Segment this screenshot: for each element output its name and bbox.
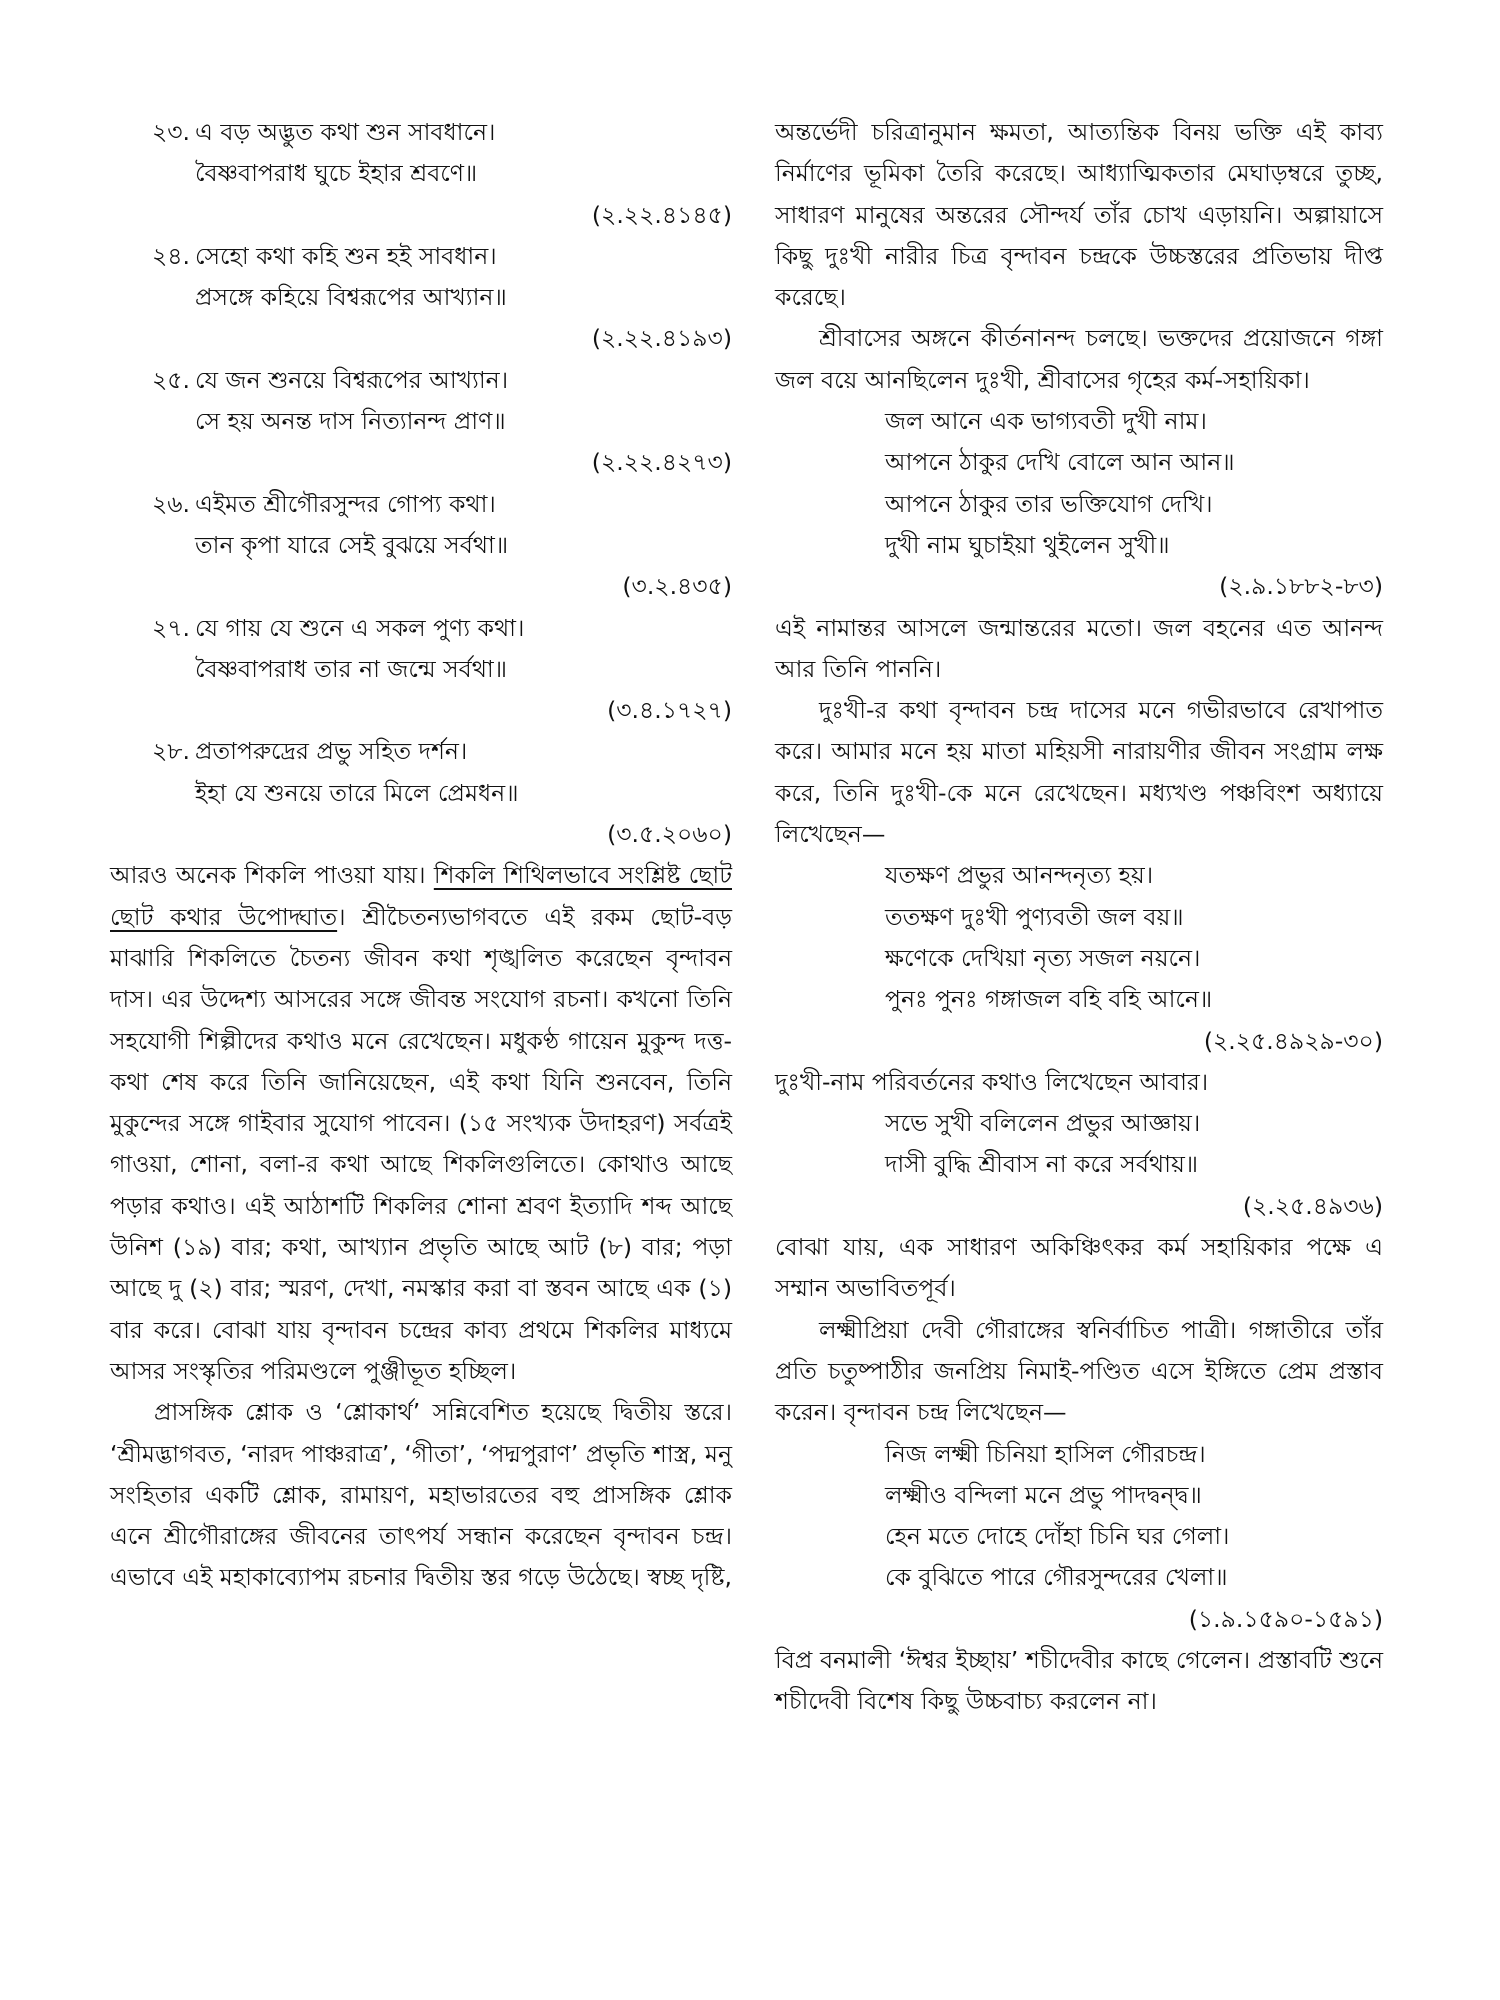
verse-citation: (২.২২.৪২৭৩) bbox=[591, 448, 732, 477]
verse-line: সভে সুখী বলিলেন প্রভুর আজ্ঞায়। bbox=[885, 1109, 1201, 1138]
verse-26 bbox=[110, 484, 732, 608]
body-paragraph: বোঝা যায়, এক সাধারণ অকিঞ্চিৎকর কর্ম সহায়িকার পক্ষে এ সম্মান অভাবিতপূর্ব। bbox=[775, 1233, 1383, 1303]
verse-line: যে গায় যে শুনে এ সকল পুণ্য কথা। bbox=[195, 613, 525, 642]
verse-line: পুনঃ পুনঃ গঙ্গাজল বহি বহি আনে॥ bbox=[885, 985, 1213, 1014]
verse-line: নিজ লক্ষ্মী চিনিয়া হাসিল গৌরচন্দ্র। bbox=[885, 1439, 1206, 1468]
verse-citation: (৩.২.৪৩৫) bbox=[622, 572, 732, 601]
verse-line: দাসী বুদ্ধি শ্রীবাস না করে সর্বথায়॥ bbox=[885, 1150, 1199, 1179]
verse-line: যতক্ষণ প্রভুর আনন্দনৃত্য হয়। bbox=[885, 861, 1154, 890]
verse-line: বৈষ্ণবাপরাধ তার না জন্মে সর্বথা॥ bbox=[195, 654, 508, 683]
body-paragraph: দুঃখী-র কথা বৃন্দাবন চন্দ্র দাসের মনে গভীরভাবে রেখাপাত করে। আমার মনে হয় মাতা মহিয়সী নারায়ণীর জীবন সংগ্রাম লক্ষ করে, তিনি দুঃখী-কে মনে রেখেছেন। মধ্যখণ্ড পঞ্চবিংশ অধ্যায়ে লিখেছেন— bbox=[775, 696, 1383, 849]
verse-quote bbox=[775, 1103, 1383, 1186]
verse-citation: (২.২৫.৪৯৩৬) bbox=[1242, 1191, 1383, 1220]
verse-quote bbox=[775, 855, 1383, 1020]
body-paragraph: প্রাসঙ্গিক শ্লোক ও ‘শ্লোকার্থ’ সন্নিবেশিত হয়েছে দ্বিতীয় স্তরে। ‘শ্রীমদ্ভাগবত, ‘নারদ পাঞ্চরাত্র’, ‘গীতা’, ‘পদ্মপুরাণ’ প্রভৃতি শাস্ত্র, মনু সংহিতার একটি শ্লোক, রামায়ণ, মহাভারতের বহু প্রাসঙ্গিক শ্লোক এনে শ্রীগৌরাঙ্গের জীবনের তাৎপর্য সন্ধান করেছেন বৃন্দাবন চন্দ্র। এভাবে এই মহাকাব্যোপম রচনার দ্বিতীয় স্তর গড়ে উঠেছে। স্বচ্ছ দৃষ্টি, bbox=[110, 1398, 732, 1592]
verse-line: জল আনে এক ভাগ্যবতী দুখী নাম। bbox=[885, 407, 1207, 436]
verse-line: প্রসঙ্গে কহিয়ে বিশ্বরূপের আখ্যান॥ bbox=[195, 283, 507, 312]
verse-28 bbox=[110, 731, 732, 855]
verse-citation: (১.৯.১৫৯০-১৫৯১) bbox=[1188, 1604, 1383, 1633]
verse-number: ২৩. bbox=[152, 118, 191, 146]
verse-number: ২৫. bbox=[152, 365, 190, 394]
verse-citation: (৩.৪.১৭২৭) bbox=[607, 696, 732, 725]
verse-line: ক্ষণেকে দেখিয়া নৃত্য সজল নয়নে। bbox=[885, 943, 1201, 972]
verse-line: হেন মতে দোহে দোঁহা চিনি ঘর গেলা। bbox=[885, 1522, 1230, 1551]
verse-quote bbox=[775, 401, 1383, 566]
verse-line: ততক্ষণ দুঃখী পুণ্যবতী জল বয়॥ bbox=[885, 902, 1184, 931]
verse-line: লক্ষ্মীও বন্দিলা মনে প্রভু পাদদ্বন্দ্ব॥ bbox=[885, 1480, 1202, 1509]
verse-line: যে জন শুনয়ে বিশ্বরূপের আখ্যান। bbox=[195, 365, 509, 394]
verse-line: আপনে ঠাকুর তার ভক্তিযোগ দেখি। bbox=[885, 489, 1213, 518]
body-paragraph: দুঃখী-নাম পরিবর্তনের কথাও লিখেছেন আবার। bbox=[775, 1067, 1209, 1096]
verse-number: ২৬. bbox=[152, 489, 191, 518]
verse-27 bbox=[110, 608, 732, 732]
verse-line: কে বুঝিতে পারে গৌরসুন্দরের খেলা॥ bbox=[885, 1563, 1228, 1592]
underlined-text: শিকলি শিথিলভাবে সংশ্লিষ্ট ছোট ছোট কথার উপোদ্ঘাত bbox=[110, 861, 732, 931]
verse-citation: (৩.৫.২০৬০) bbox=[607, 820, 732, 849]
verse-line: সেহো কথা কহি শুন হই সাবধান। bbox=[195, 241, 497, 270]
verse-line: এইমত শ্রীগৌরসুন্দর গোপ্য কথা। bbox=[195, 489, 496, 518]
verse-line: সে হয় অনন্ত দাস নিত্যানন্দ প্রাণ॥ bbox=[195, 407, 506, 436]
right-column bbox=[775, 112, 1383, 1723]
verse-citation: (২.২২.৪১৯৩) bbox=[591, 324, 732, 353]
verse-23 bbox=[110, 112, 732, 236]
verse-line: প্রতাপরুদ্রের প্রভু সহিত দর্শন। bbox=[195, 737, 468, 766]
body-paragraph: শ্রীবাসের অঙ্গনে কীর্তনানন্দ চলছে। ভক্তদের প্রয়োজনে গঙ্গা জল বয়ে আনছিলেন দুঃখী, শ্রীবাসের গৃহের কর্ম-সহায়িকা। bbox=[775, 324, 1383, 394]
verse-line: দুখী নাম ঘুচাইয়া থুইলেন সুখী॥ bbox=[885, 530, 1170, 559]
body-paragraph: অন্তর্ভেদী চরিত্রানুমান ক্ষমতা, আত্যন্তিক বিনয় ভক্তি এই কাব্য নির্মাণের ভূমিকা তৈরি করেছে। আধ্যাত্মিকতার মেঘাড়ম্বরে তুচ্ছ, সাধারণ মানুষের অন্তরের সৌন্দর্য তাঁর চোখ এড়ায়নি। অল্পায়াসে কিছু দুঃখী নারীর চিত্র বৃন্দাবন চন্দ্রকে উচ্চস্তরের প্রতিভায় দীপ্ত করেছে। bbox=[775, 118, 1383, 312]
verse-number: ২৪. bbox=[152, 241, 190, 270]
verse-number: ২৭. bbox=[152, 613, 191, 642]
verse-number: ২৮. bbox=[152, 737, 190, 766]
verse-25 bbox=[110, 360, 732, 484]
verse-quote bbox=[775, 1434, 1383, 1599]
verse-citation: (২.২২.৪১৪৫) bbox=[591, 200, 732, 229]
verse-citation: (২.২৫.৪৯২৯-৩০) bbox=[1203, 1026, 1383, 1055]
paragraph-text: । শ্রীচৈতন্যভাগবতে এই রকম ছোট-বড় মাঝারি শিকলিতে চৈতন্য জীবন কথা শৃঙ্খলিত করেছেন বৃন্দাবন দাস। এর উদ্দেশ্য আসরের সঙ্গে জীবন্ত সংযোগ রচনা। কখনো তিনি সহযোগী শিল্পীদের কথাও মনে রেখেছেন। মধুকণ্ঠ গায়েন মুকুন্দ দত্ত-কথা শেষ করে তিনি জানিয়েছেন, এই কথা যিনি শুনবেন, তিনি মুকুন্দের সঙ্গে গাইবার সুযোগ পাবেন। (১৫ সংখ্যক উদাহরণ) সর্বত্রই গাওয়া, শোনা, বলা-র কথা আছে শিকলিগুলিতে। কোথাও আছে পড়ার কথাও। এই আঠাশটি শিকলির শোনা শ্রবণ ইত্যাদি শব্দ আছে উনিশ (১৯) বার; কথা, আখ্যান প্রভৃতি আছে আট (৮) বার; পড়া আছে দু (২) বার; স্মরণ, দেখা, নমস্কার করা বা স্তবন আছে এক (১) বার করে। বোঝা যায় বৃন্দাবন চন্দ্রের কাব্য প্রথমে শিকলির মাধ্যমে আসর সংস্কৃতির পরিমণ্ডলে পুঞ্জীভূত হচ্ছিল। bbox=[110, 902, 732, 1385]
verse-24 bbox=[110, 236, 732, 360]
verse-line: বৈষ্ণবাপরাধ ঘুচে ইহার শ্রবণে॥ bbox=[195, 159, 478, 188]
body-paragraph: বিপ্র বনমালী ‘ঈশ্বর ইচ্ছায়’ শচীদেবীর কাছে গেলেন। প্রস্তাবটি শুনে শচীদেবী বিশেষ কিছু উচ্চবাচ্য করলেন না। bbox=[775, 1645, 1383, 1716]
body-paragraph: লক্ষ্মীপ্রিয়া দেবী গৌরাঙ্গের স্বনির্বাচিত পাত্রী। গঙ্গাতীরে তাঁর প্রতি চতুষ্পাঠীর জনপ্রিয় নিমাই-পণ্ডিত এসে ইঙ্গিতে প্রেম প্রস্তাব করেন। বৃন্দাবন চন্দ্র লিখেছেন— bbox=[775, 1315, 1383, 1427]
verse-line: ইহা যে শুনয়ে তারে মিলে প্রেমধন॥ bbox=[195, 778, 519, 807]
verse-line: তান কৃপা যারে সেই বুঝয়ে সর্বথা॥ bbox=[195, 530, 509, 559]
body-paragraph: এই নামান্তর আসলে জন্মান্তরের মতো। জল বহনের এত আনন্দ আর তিনি পাননি। bbox=[775, 613, 1383, 683]
left-column bbox=[110, 112, 732, 1599]
paragraph-text: আরও অনেক শিকলি পাওয়া যায়। bbox=[110, 861, 434, 890]
body-paragraph bbox=[110, 855, 732, 1392]
verse-line: আপনে ঠাকুর দেখি বোলে আন আন॥ bbox=[885, 448, 1235, 477]
verse-line: এ বড় অদ্ভুত কথা শুন সাবধানে। bbox=[195, 118, 496, 146]
verse-citation: (২.৯.১৮৮২-৮৩) bbox=[1219, 572, 1383, 601]
